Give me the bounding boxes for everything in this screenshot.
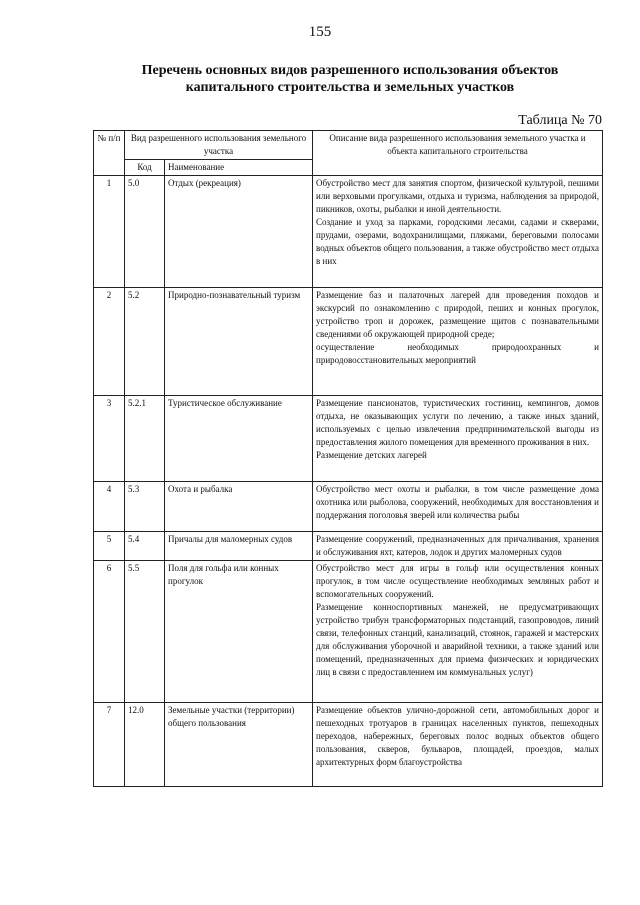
page-number: 155 — [308, 24, 332, 40]
row-name: Туристическое обслуживание — [165, 396, 313, 482]
row-description — [313, 288, 603, 396]
row-name: Природно-познавательный туризм — [165, 288, 313, 396]
description-paragraph: Создание и уход за парками, городскими лесами, садами и скверами, прудами, озерами, водохранилищами, пляжами, береговыми полосами водных объектов общего пользования, а также обустройство мест отдыха в них — [316, 217, 599, 266]
header-group: Вид разрешенного использования земельного участка — [125, 131, 313, 160]
description-paragraph: Обустройство мест для занятия спортом, физической культурой, пешими или верховыми прогулками, отдыха и туризма, наблюдения за природой, пикников, охоты, рыбалки и иной деятельности. — [316, 178, 599, 214]
row-code: 5.2.1 — [125, 396, 165, 482]
row-description — [313, 703, 603, 787]
table-header-row — [94, 131, 603, 160]
row-description — [313, 176, 603, 288]
row-number: 3 — [94, 396, 125, 482]
row-number: 6 — [94, 561, 125, 703]
row-name: Отдых (рекреация) — [165, 176, 313, 288]
row-number: 2 — [94, 288, 125, 396]
description-paragraph: Размещение баз и палаточных лагерей для проведения походов и экскурсий по ознакомлению с природой, пеших и конных прогулок, устройство троп и дорожек, размещение щитов с познавательными сведениями об окружающей природной среде; — [316, 290, 599, 339]
row-code: 5.5 — [125, 561, 165, 703]
row-name: Охота и рыбалка — [165, 482, 313, 532]
row-name: Земельные участки (территории) общего пользования — [165, 703, 313, 787]
row-description — [313, 561, 603, 703]
row-number: 5 — [94, 532, 125, 561]
description-paragraph: Размещение детских лагерей — [316, 450, 427, 460]
description-paragraph: осуществление необходимых природоохранных и природовосстановительных мероприятий — [316, 342, 599, 365]
description-paragraph: Обустройство мест охоты и рыбалки, в том числе размещение дома охотника или рыболова, сооружений, необходимых для восстановления и поддержания поголовья зверей или количества рыбы — [316, 484, 599, 520]
table-row — [94, 176, 603, 288]
row-number: 7 — [94, 703, 125, 787]
table-row — [94, 396, 603, 482]
row-description — [313, 532, 603, 561]
header-num: № п/п — [94, 131, 125, 176]
row-description — [313, 482, 603, 532]
description-paragraph: Размещение пансионатов, туристических гостиниц, кемпингов, домов отдыха, не оказывающих услуги по лечению, а также иных зданий, используемых с целью извлечения предпринимательской выгоды из предоставления жилого помещения для временного проживания в них. — [316, 398, 599, 447]
description-paragraph: Размещение конноспортивных манежей, не предусматривающих устройство трибун трансформаторных подстанций, газопроводов, линий связи, телефонных станций, канализаций, стоянок, гаражей и мастерских для обслуживания уборочной и аварийной техники, а также зданий или помещений, предназначенных для приема физических и юридических лиц в связи с предоставлением им коммунальных услуг) — [316, 602, 599, 677]
row-code: 5.0 — [125, 176, 165, 288]
table-row — [94, 703, 603, 787]
row-description — [313, 396, 603, 482]
description-paragraph: Обустройство мест для игры в гольф или осуществления конных прогулок, в том числе осуществление необходимых земляных работ и вспомогательных сооружений. — [316, 563, 599, 599]
row-name: Причалы для маломерных судов — [165, 532, 313, 561]
table-body — [94, 176, 603, 787]
description-paragraph: Размещение объектов улично-дорожной сети, автомобильных дорог и пешеходных тротуаров в границах населенных пунктов, пешеходных переходов, набережных, береговых полос водных объектов общего пользования, скверов, бульваров, площадей, проездов, малых архитектурных форм благоустройства — [316, 705, 599, 767]
document-title: Перечень основных видов разрешенного использования объектов капитального строительства и земельных участков — [141, 63, 559, 95]
row-code: 12.0 — [125, 703, 165, 787]
land-use-table — [93, 130, 603, 787]
table-row — [94, 532, 603, 561]
row-code: 5.3 — [125, 482, 165, 532]
row-number: 4 — [94, 482, 125, 532]
header-description: Описание вида разрешенного использования земельного участка и объекта капитального строительства — [313, 131, 603, 176]
table-row — [94, 561, 603, 703]
header-code: Код — [125, 160, 165, 176]
row-number: 1 — [94, 176, 125, 288]
table-caption: Таблица № 70 — [518, 113, 602, 128]
table-row — [94, 482, 603, 532]
header-name: Наименование — [165, 160, 313, 176]
row-name: Поля для гольфа или конных прогулок — [165, 561, 313, 703]
table-row — [94, 288, 603, 396]
description-paragraph: Размещение сооружений, предназначенных для причаливания, хранения и обслуживания яхт, катеров, лодок и других маломерных судов — [316, 534, 599, 557]
row-code: 5.4 — [125, 532, 165, 561]
row-code: 5.2 — [125, 288, 165, 396]
